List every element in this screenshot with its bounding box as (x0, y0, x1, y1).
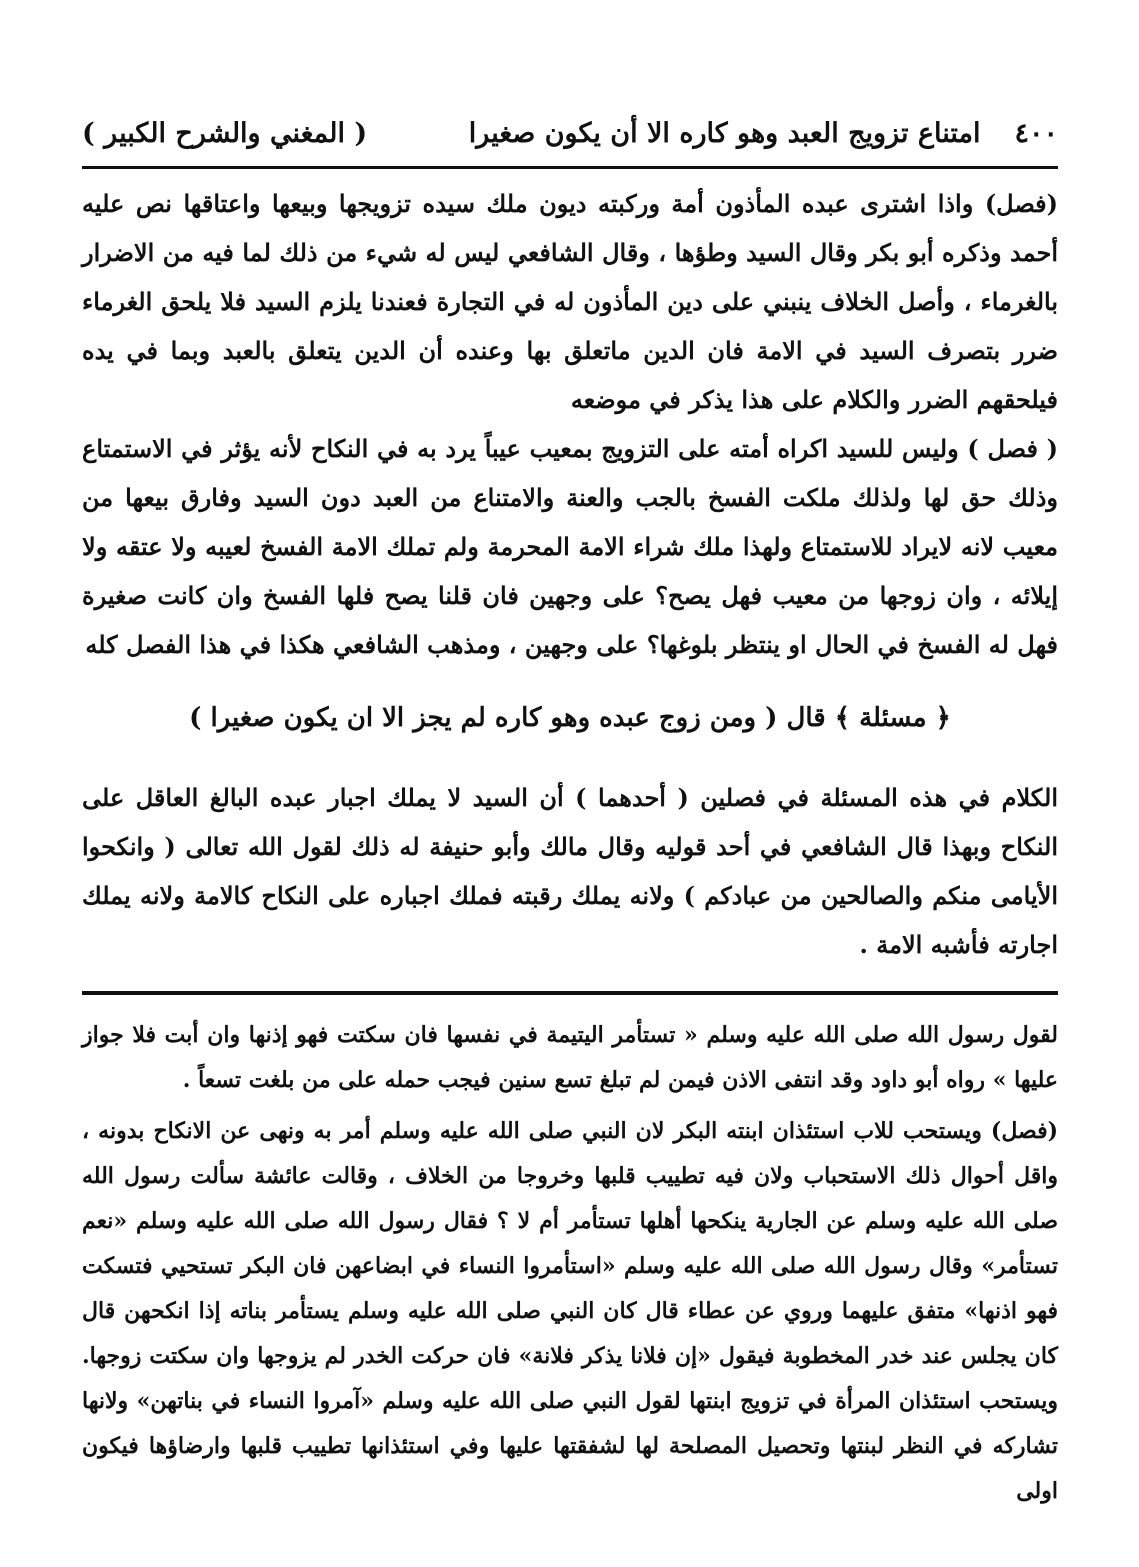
footnote-paragraph-2: (فصل) ويستحب للاب استئذان ابنته البكر لان النبي صلى الله عليه وسلم أمر به ونهى عن الانكاح بدونه ، واقل أحوال ذلك الاستحباب ولان فيه تطييب قلبها وخروجا من الخلاف ، وقالت عائشة سألت رسول الله صلى الله عليه وسلم عن الجارية ينكحها أهلها تستأمر أم لا ؟ فقال رسول الله صلى الله عليه وسلم «نعم تستأمر» وقال رسول الله صلى الله عليه وسلم «استأمروا النساء في ابضاعهن فان البكر تستحيي فتسكت فهو اذنها» متفق عليهما وروي عن عطاء قال كان النبي صلى الله عليه وسلم يستأمر بناته إذا انكحهن قال كان يجلس عند خدر المخطوبة فيقول «إن فلانا يذكر فلانة» فان حركت الخدر لم يزوجها وان سكتت زوجها. ويستحب استئذان المرأة في تزويج ابنتها لقول النبي صلى الله عليه وسلم «آمروا النساء في بناتهن» ولانها تشاركه في النظر لبنتها وتحصيل المصلحة لها لشفقتها عليها وفي استئذانها تطييب قلبها وارضاؤها فيكون اولى (82, 1118, 1058, 1504)
paragraph-commentary: الكلام في هذه المسئلة في فصلين ( أحدهما ) أن السيد لا يملك اجبار عبده البالغ العاقل على النكاح وبهذا قال الشافعي في أحد قوليه وقال مالك وأبو حنيفة له ذلك لقول الله تعالى ( وانكحوا الأيامى منكم والصالحين من عبادكم ) ولانه يملك رقبته فملك اجباره على النكاح كالامة ولانه يملك اجارته فأشبه الامة . (82, 783, 1059, 959)
book-page (82, 118, 1058, 1514)
paragraph-fasl-2: ( فصل ) وليس للسيد اكراه أمته على التزويج بمعيب عيباً يرد به في النكاح لأنه يؤثر في الاستمتاع وذلك حق لها ولذلك ملكت الفسخ بالجب والعنة والامتناع من العبد دون السيد وفارق بيعها من معيب لانه لايراد للاستمتاع ولهذا ملك شراء الامة المحرمة ولم تملك الامة الفسخ لعيبه ولا عتقه ولا إيلائه ، وان زوجها من معيب فهل يصح؟ على وجهين فان قلنا يصح فلها الفسخ وان كانت صغيرة فهل له الفسخ في الحال او ينتظر بلوغها؟ على وجهين ، ومذهب الشافعي هكذا في هذا الفصل كله (82, 434, 1058, 659)
masala-heading: ﴿ مسئلة ﴾ قال ( ومن زوج عبده وهو كاره لم يجز الا ان يكون صغيرا ) (189, 703, 951, 733)
page-number: ٤٠٠ (1014, 118, 1058, 149)
paragraph-fasl-1: (فصل) واذا اشترى عبده المأذون أمة وركبته ديون ملك سيده تزويجها وبيعها واعتاقها نص عليه أحمد وذكره أبو بكر وقال السيد وطؤها ، وقال الشافعي ليس له شيء من ذلك لما فيه من الاضرار بالغرماء ، وأصل الخلاف ينبني على دين المأذون له في التجارة فعندنا يلزم السيد فلا يلحق الغرماء ضرر بتصرف السيد في الامة فان الدين ماتعلق بها وعنده أن الدين يتعلق بالعبد وبما في يده فيلحقهم الضرر والكلام على هذا يذكر في موضعه (82, 189, 1058, 414)
main-text (82, 179, 1058, 969)
footnote-paragraph-1: لقول رسول الله صلى الله عليه وسلم « تستأمر اليتيمة في نفسها فان سكتت فهو إذنها وان أبت فلا جواز عليها » رواه أبو داود وقد انتفى الاذن فيمن لم تبلغ تسع سنين فيجب حمله على من بلغت تسعاً . (82, 1022, 1058, 1093)
page-header (82, 118, 1058, 169)
footnote-section (82, 1013, 1058, 1514)
running-title: امتناع تزويج العبد وهو كاره الا أن يكون صغيرا (468, 118, 981, 149)
book-title: ( المغني والشرح الكبير ) (82, 118, 368, 149)
section-divider (82, 991, 1058, 995)
